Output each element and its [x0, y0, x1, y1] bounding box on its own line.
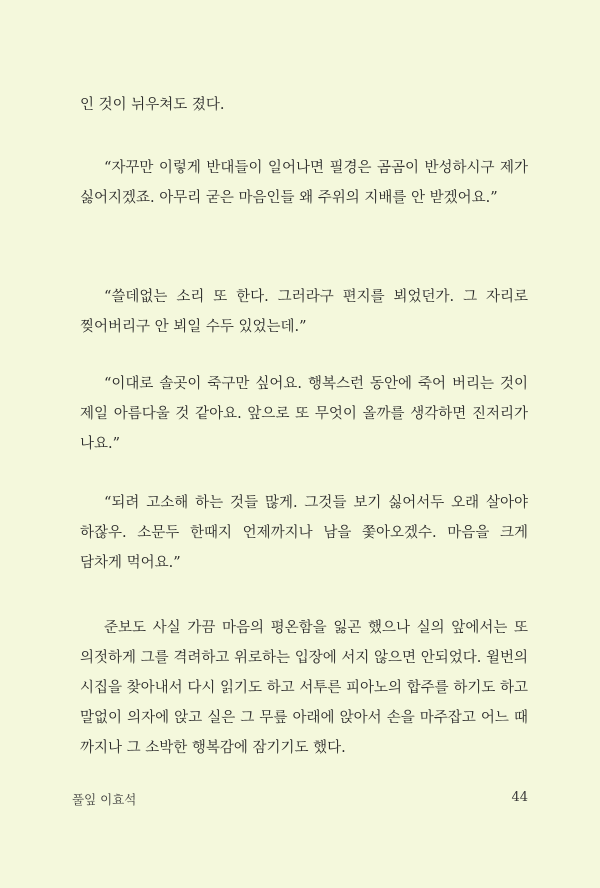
page-number: 44: [511, 790, 528, 805]
paragraph-5: “되려 고소해 하는 것들 많게. 그것들 보기 싫어서두 오래 살아야 하잖우. 소문두 한때지 언제까지나 남을 쫓아오겠수. 마음을 크게 담차게 먹어요.”: [80, 495, 528, 571]
paragraph-6: 준보도 사실 가끔 마음의 평온함을 잃곤 했으나 실의 앞에서는 또 의젓하게 그를 격려하고 위로하는 입장에 서지 않으면 안되었다. 윌번의 시집을 찾아내서 다시 읽기도 하고 서투른 피아노의 합주를 하기도 하고 말없이 의자에 앉고 실은 그 무릎 아래에 앉아서 손을 마주잡고 어느 때 까지나 그 소박한 행복감에 잠기기도 했다.: [80, 620, 528, 756]
page-footer: [72, 790, 528, 814]
paragraph-3: “쓸데없는 소리 또 한다. 그러라구 편지를 뵈었던가. 그 자리로 찢어버리구 안 뵈일 수두 있었는데.”: [80, 289, 528, 335]
footer-book-title: 풀잎 이효석: [72, 792, 137, 807]
paragraph-4: “이대로 솔곳이 죽구만 싶어요. 행복스런 동안에 죽어 버리는 것이 제일 아름다울 것 같아요. 앞으로 또 무엇이 올까를 생각하면 진저리가 나요.”: [80, 376, 528, 452]
paragraph-1: 인 것이 뉘우쳐도 졌다.: [80, 97, 225, 113]
paragraph-2: “자꾸만 이렇게 반대들이 일어나면 필경은 곰곰이 반성하시구 제가 싫어지겠죠. 아무리 굳은 마음인들 왜 주위의 지배를 안 받겠어요.”: [80, 160, 528, 206]
